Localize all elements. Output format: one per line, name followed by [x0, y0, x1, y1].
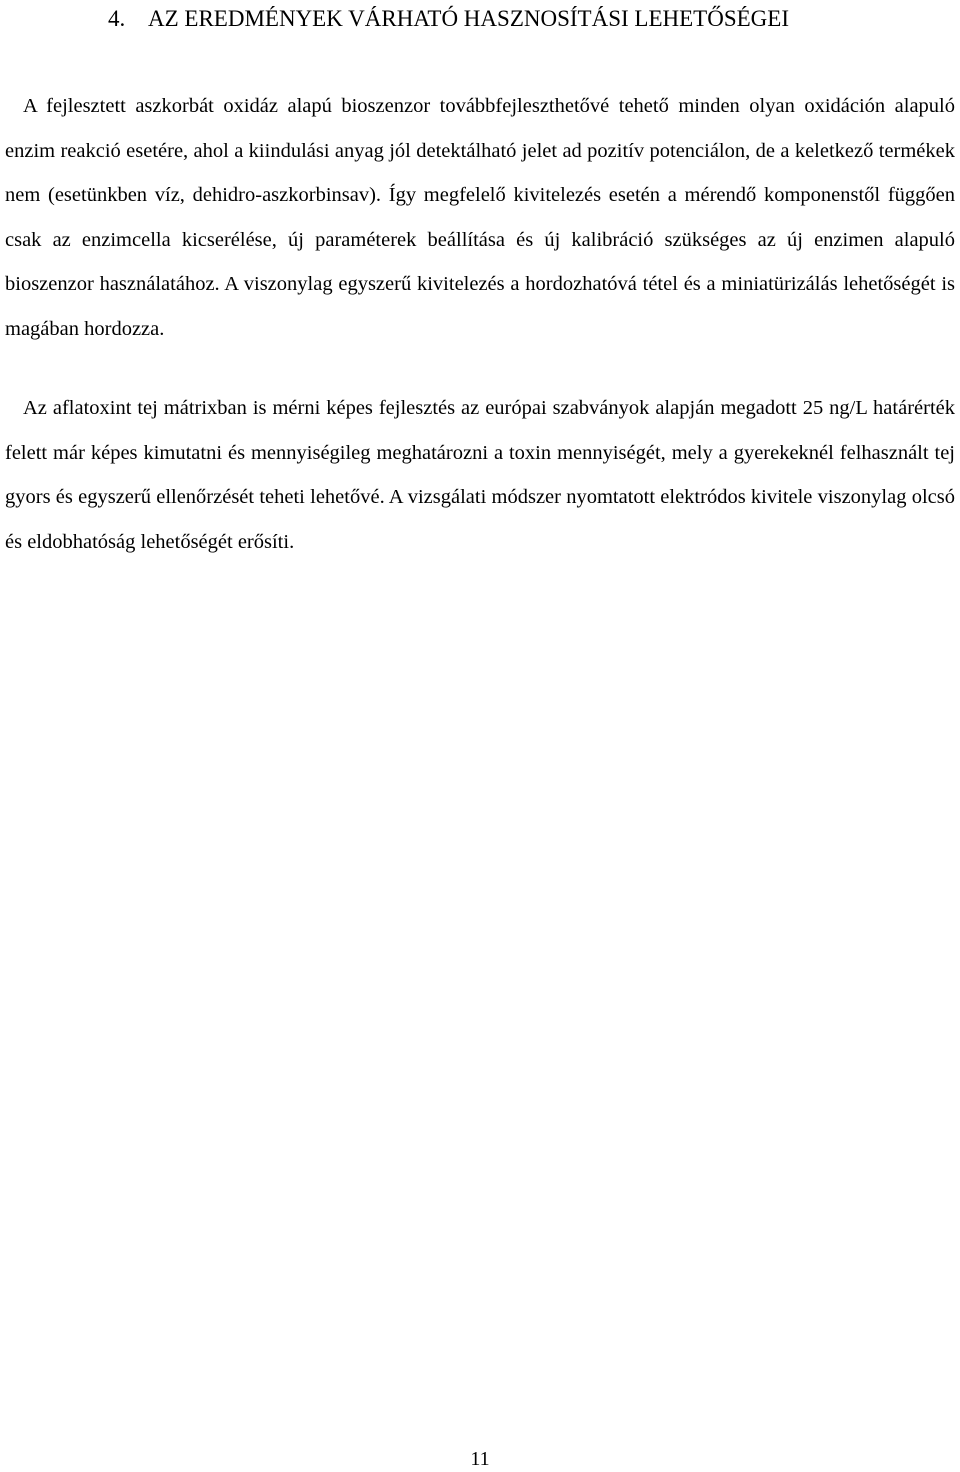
page-number: 11 — [470, 1448, 490, 1470]
section-heading — [108, 4, 948, 34]
body-paragraph-1: A fejlesztett aszkorbát oxidáz alapú bioszenzor továbbfejleszthetővé tehető minden olyan oxidáción alapuló enzim reakció esetére, ahol a kiindulási anyag jól detektálható jelet ad pozitív potenciálon, de a keletkező termékek nem (esetünkben víz, dehidro-aszkorbinsav). Így megfelelő kivitelezés esetén a mérendő komponenstől függően csak az enzimcella kicserélése, új paraméterek beállítása és új kalibráció szükséges az új enzimen alapuló bioszenzor használatához. A viszonylag egyszerű kivitelezés a hordozhatóvá tétel és a miniatürizálás lehetőségét is magában hordozza. — [5, 95, 955, 340]
body-paragraph-2: Az aflatoxint tej mátrixban is mérni képes fejlesztés az európai szabványok alapján megadott 25 ng/L határérték felett már képes kimutatni és mennyiségileg meghatározni a toxin mennyiségét, mely a gyerekeknél felhasznált tej gyors és egyszerű ellenőrzését teheti lehetővé. A vizsgálati módszer nyomtatott elektródos kivitele viszonylag olcsó és eldobhatóság lehetőségét erősíti. — [5, 397, 955, 553]
section-number: 4. — [108, 6, 126, 31]
section-title: AZ EREDMÉNYEK VÁRHATÓ HASZNOSÍTÁSI LEHETŐSÉGEI — [148, 6, 789, 31]
